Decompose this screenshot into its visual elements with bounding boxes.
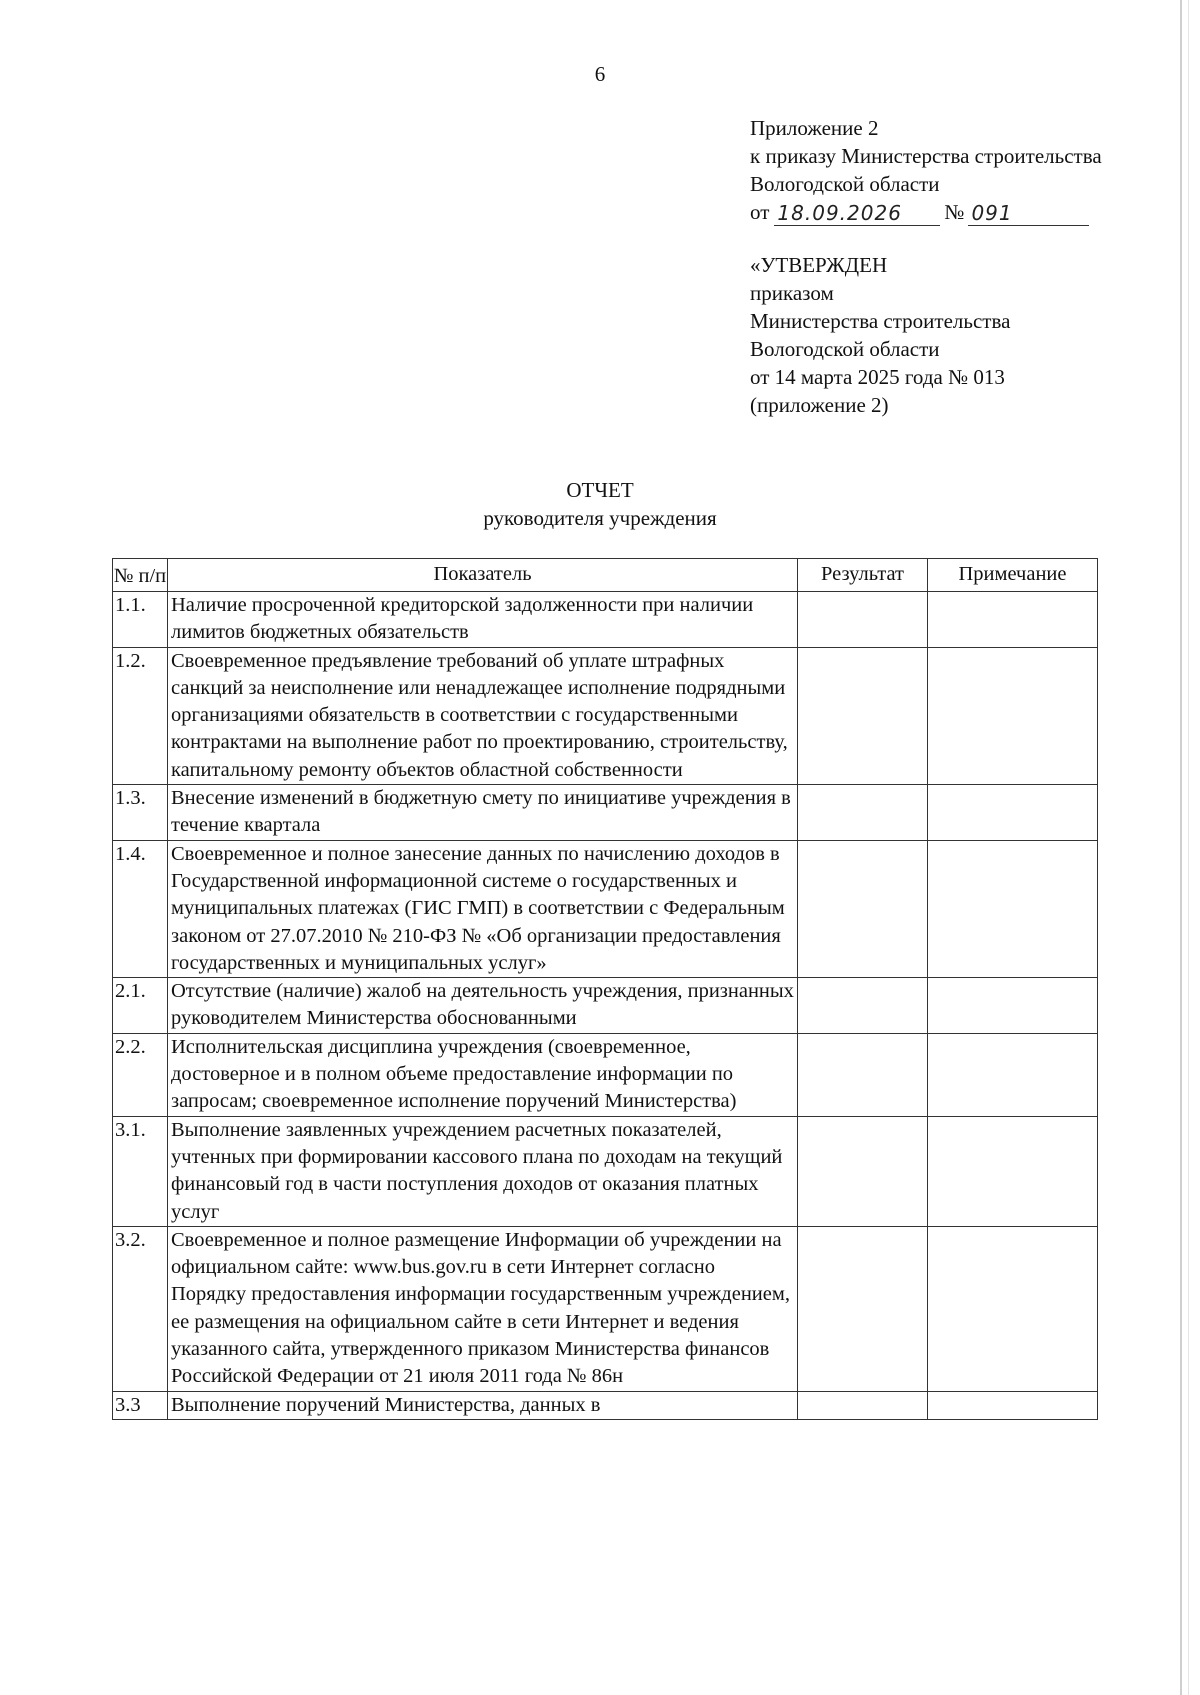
header-indicator: Показатель [168,559,798,592]
row-indicator: Отсутствие (наличие) жалоб на деятельность учреждения, признанных руководителем Министерства обоснованными [168,978,798,1034]
row-note[interactable] [928,1033,1098,1116]
row-number: 2.1. [113,978,168,1034]
table-row [113,840,1098,977]
row-number: 2.2. [113,1033,168,1116]
row-indicator: Своевременное предъявление требований об уплате штрафных санкций за неисполнение или ненадлежащее исполнение подрядными организациями обязательств в соответствии с государственными контрактами на выполнение работ по проектированию, строительству, капитальному ремонту объектов областной собственности [168,647,798,784]
row-note[interactable] [928,592,1098,648]
row-result[interactable] [798,647,928,784]
table-row [113,592,1098,648]
handwritten-date: 18.09.2026 [774,201,940,226]
page-number: 6 [594,62,606,86]
row-result[interactable] [798,592,928,648]
approval-line: Вологодской области [750,337,940,361]
table-row [113,1391,1098,1419]
row-indicator: Своевременное и полное занесение данных по начислению доходов в Государственной информационной системе о государственных и муниципальных платежах (ГИС ГМП) в соответствии с Федеральным законом от 27.07.2010 № 210-ФЗ № «Об организации предоставления государственных и муниципальных услуг» [168,840,798,977]
row-number: 1.3. [113,785,168,841]
row-indicator: Исполнительская дисциплина учреждения (своевременное, достоверное и в полном объеме предоставление информации по запросам; своевременное исполнение поручений Министерства) [168,1033,798,1116]
approval-line: от 14 марта 2025 года № 013 [750,365,1005,389]
header-note: Примечание [928,559,1098,592]
approval-line: «УТВЕРЖДЕН [750,253,888,277]
table-row [113,1033,1098,1116]
header-result: Результат [798,559,928,592]
table-row [113,1226,1098,1391]
row-number: 1.1. [113,592,168,648]
row-note[interactable] [928,785,1098,841]
table-header-row [113,559,1098,592]
header-num: № п/п [113,559,168,592]
approval-line: Министерства строительства [750,309,1011,333]
row-indicator: Наличие просроченной кредиторской задолженности при наличии лимитов бюджетных обязательств [168,592,798,648]
page-edge-line [1180,0,1182,1695]
table-row [113,647,1098,784]
row-note[interactable] [928,1226,1098,1391]
appendix-line: Вологодской области [750,172,940,196]
row-indicator: Выполнение заявленных учреждением расчетных показателей, учтенных при формировании кассового плана по доходам на текущий финансовый год в части поступления доходов от оказания платных услуг [168,1116,798,1226]
page-edge-line-secondary [1188,0,1189,1695]
row-number: 1.2. [113,647,168,784]
table-row [113,785,1098,841]
row-number: 3.2. [113,1226,168,1391]
approval-line: (приложение 2) [750,393,889,417]
appendix-header [750,114,1170,226]
row-note[interactable] [928,1391,1098,1419]
row-number: 1.4. [113,840,168,977]
row-note[interactable] [928,840,1098,977]
table-row [113,1116,1098,1226]
row-result[interactable] [798,1033,928,1116]
row-result[interactable] [798,785,928,841]
table-row [113,978,1098,1034]
row-result[interactable] [798,1116,928,1226]
report-subtitle: руководителя учреждения [483,506,717,530]
number-prefix: № [944,200,965,224]
approval-line: приказом [750,281,834,305]
row-indicator: Выполнение поручений Министерства, данных в [168,1391,798,1419]
date-prefix: от [750,200,770,224]
row-result[interactable] [798,840,928,977]
row-note[interactable] [928,978,1098,1034]
report-title: ОТЧЕТ [566,478,634,502]
report-table [112,558,1098,1420]
row-note[interactable] [928,647,1098,784]
row-result[interactable] [798,1226,928,1391]
row-number: 3.3 [113,1391,168,1419]
row-indicator: Внесение изменений в бюджетную смету по инициативе учреждения в течение квартала [168,785,798,841]
row-indicator: Своевременное и полное размещение Информации об учреждении на официальном сайте: www.bus.gov.ru в сети Интернет согласно Порядку предоставления информации государственным учреждением, ее размещения на официальном сайте в сети Интернет и ведения указанного сайта, утвержденного приказом Министерства финансов Российской Федерации от 21 июля 2011 года № 86н [168,1226,798,1391]
row-note[interactable] [928,1116,1098,1226]
appendix-line: к приказу Министерства строительства [750,144,1102,168]
handwritten-number: 091 [968,201,1089,226]
row-result[interactable] [798,1391,928,1419]
row-number: 3.1. [113,1116,168,1226]
approval-block [750,251,1170,419]
row-result[interactable] [798,978,928,1034]
appendix-date-line [750,198,1170,226]
appendix-line: Приложение 2 [750,116,879,140]
